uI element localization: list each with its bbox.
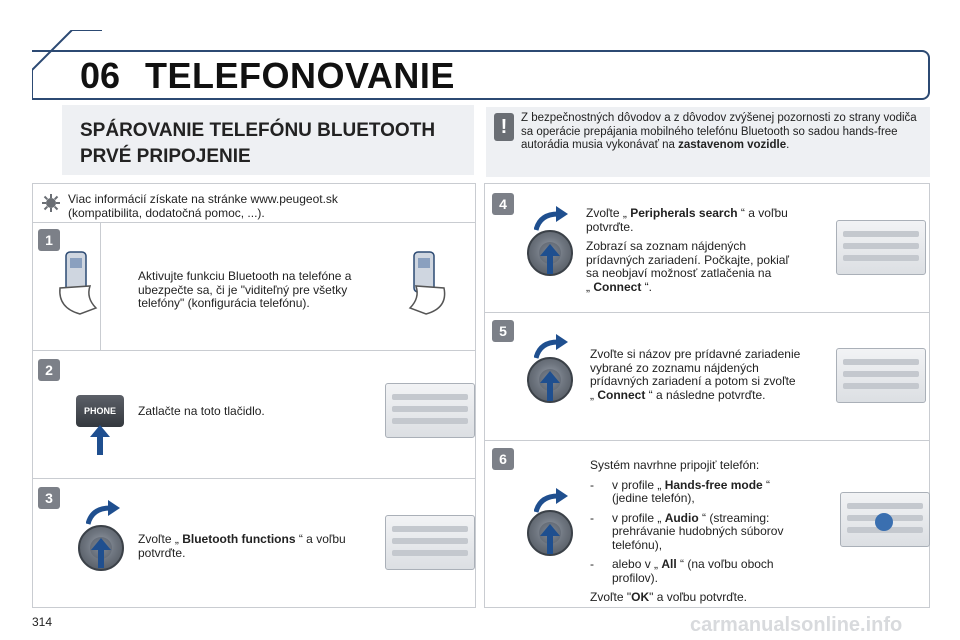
hand-phone-icon xyxy=(400,248,450,318)
section-title-line1: SPÁROVANIE TELEFÓNU BLUETOOTH xyxy=(80,120,436,141)
chapter-title: TELEFONOVANIE xyxy=(145,55,455,96)
arrow-up-icon xyxy=(90,425,110,455)
radio-device-image xyxy=(385,383,475,438)
page-number: 314 xyxy=(32,615,53,629)
step-5-badge: 5 xyxy=(492,320,514,342)
step-2-badge: 2 xyxy=(38,359,60,381)
step-1-badge: 1 xyxy=(38,229,60,251)
step-6-badge: 6 xyxy=(492,448,514,470)
hand-phone-icon xyxy=(56,248,106,318)
info-text: Viac informácií získate na stránke www.peugeot.sk (kompatibilita, dodatočná pomoc, ...). xyxy=(68,192,338,220)
radio-device-image xyxy=(836,348,926,403)
divider xyxy=(32,478,476,479)
divider xyxy=(32,350,476,351)
step-3-badge: 3 xyxy=(38,487,60,509)
phone-button: PHONE xyxy=(76,395,124,427)
divider xyxy=(484,312,930,313)
step-6-text: Systém navrhne pripojiť telefón: - v profile „ Hands-free mode “ (jedine telefón), - v profile „ Audio “ (streaming: prehrávanie hudobných súborov telefónu), - alebo v „ All “ (na voľbu oboch profilov). Zvoľte "OK" a voľbu potvrďte. xyxy=(590,458,784,604)
watermark: carmanualsonline.info xyxy=(690,614,903,636)
arrow-up-icon xyxy=(91,538,111,568)
radio-device-image xyxy=(840,492,930,547)
step-4-badge: 4 xyxy=(492,193,514,215)
section-title-line2: PRVÉ PRIPOJENIE xyxy=(80,146,251,167)
warning-text: Z bezpečnostných dôvodov a z dôvodov zvýšenej pozornosti zo strany vodiča sa operácie prepájania mobilného telefónu Bluetooth so sadou hands-free autorádia musia vykonávať na zastavenom vozidle. xyxy=(521,112,917,151)
step-2-text: Zatlačte na toto tlačidlo. xyxy=(138,404,265,418)
section-title xyxy=(80,118,435,170)
arrow-up-icon xyxy=(540,524,560,554)
divider xyxy=(484,440,930,441)
step-1-text: Aktivujte funkciu Bluetooth na telefóne a ubezpečte sa, či je "viditeľný pre všetky telefóny" (konfigurácia telefónu). xyxy=(138,269,352,310)
curved-arrow-icon xyxy=(86,500,120,526)
gear-icon xyxy=(40,192,62,214)
warning-icon: ! xyxy=(494,113,514,141)
step-4-text: Zvoľte „ Peripherals search “ a voľbu potvrďte. Zobrazí sa zoznam nájdených prídavných zariadení. Počkajte, pokiaľ sa neobjaví možnosť zatlačenia na „ Connect “. xyxy=(586,206,789,294)
chapter-number: 06 xyxy=(80,55,121,96)
arrow-up-icon xyxy=(540,244,560,274)
radio-device-image xyxy=(836,220,926,275)
step-3-text: Zvoľte „ Bluetooth functions “ a voľbu potvrďte. xyxy=(138,532,346,560)
arrow-up-icon xyxy=(540,371,560,401)
radio-device-image xyxy=(385,515,475,570)
step-5-text: Zvoľte si názov pre prídavné zariadenie vybrané zo zoznamu nájdených prídavných zariadení a potom si zvoľte „ Connect “ a následne potvrďte. xyxy=(590,347,801,402)
curved-arrow-icon xyxy=(534,206,568,232)
divider xyxy=(32,222,476,223)
